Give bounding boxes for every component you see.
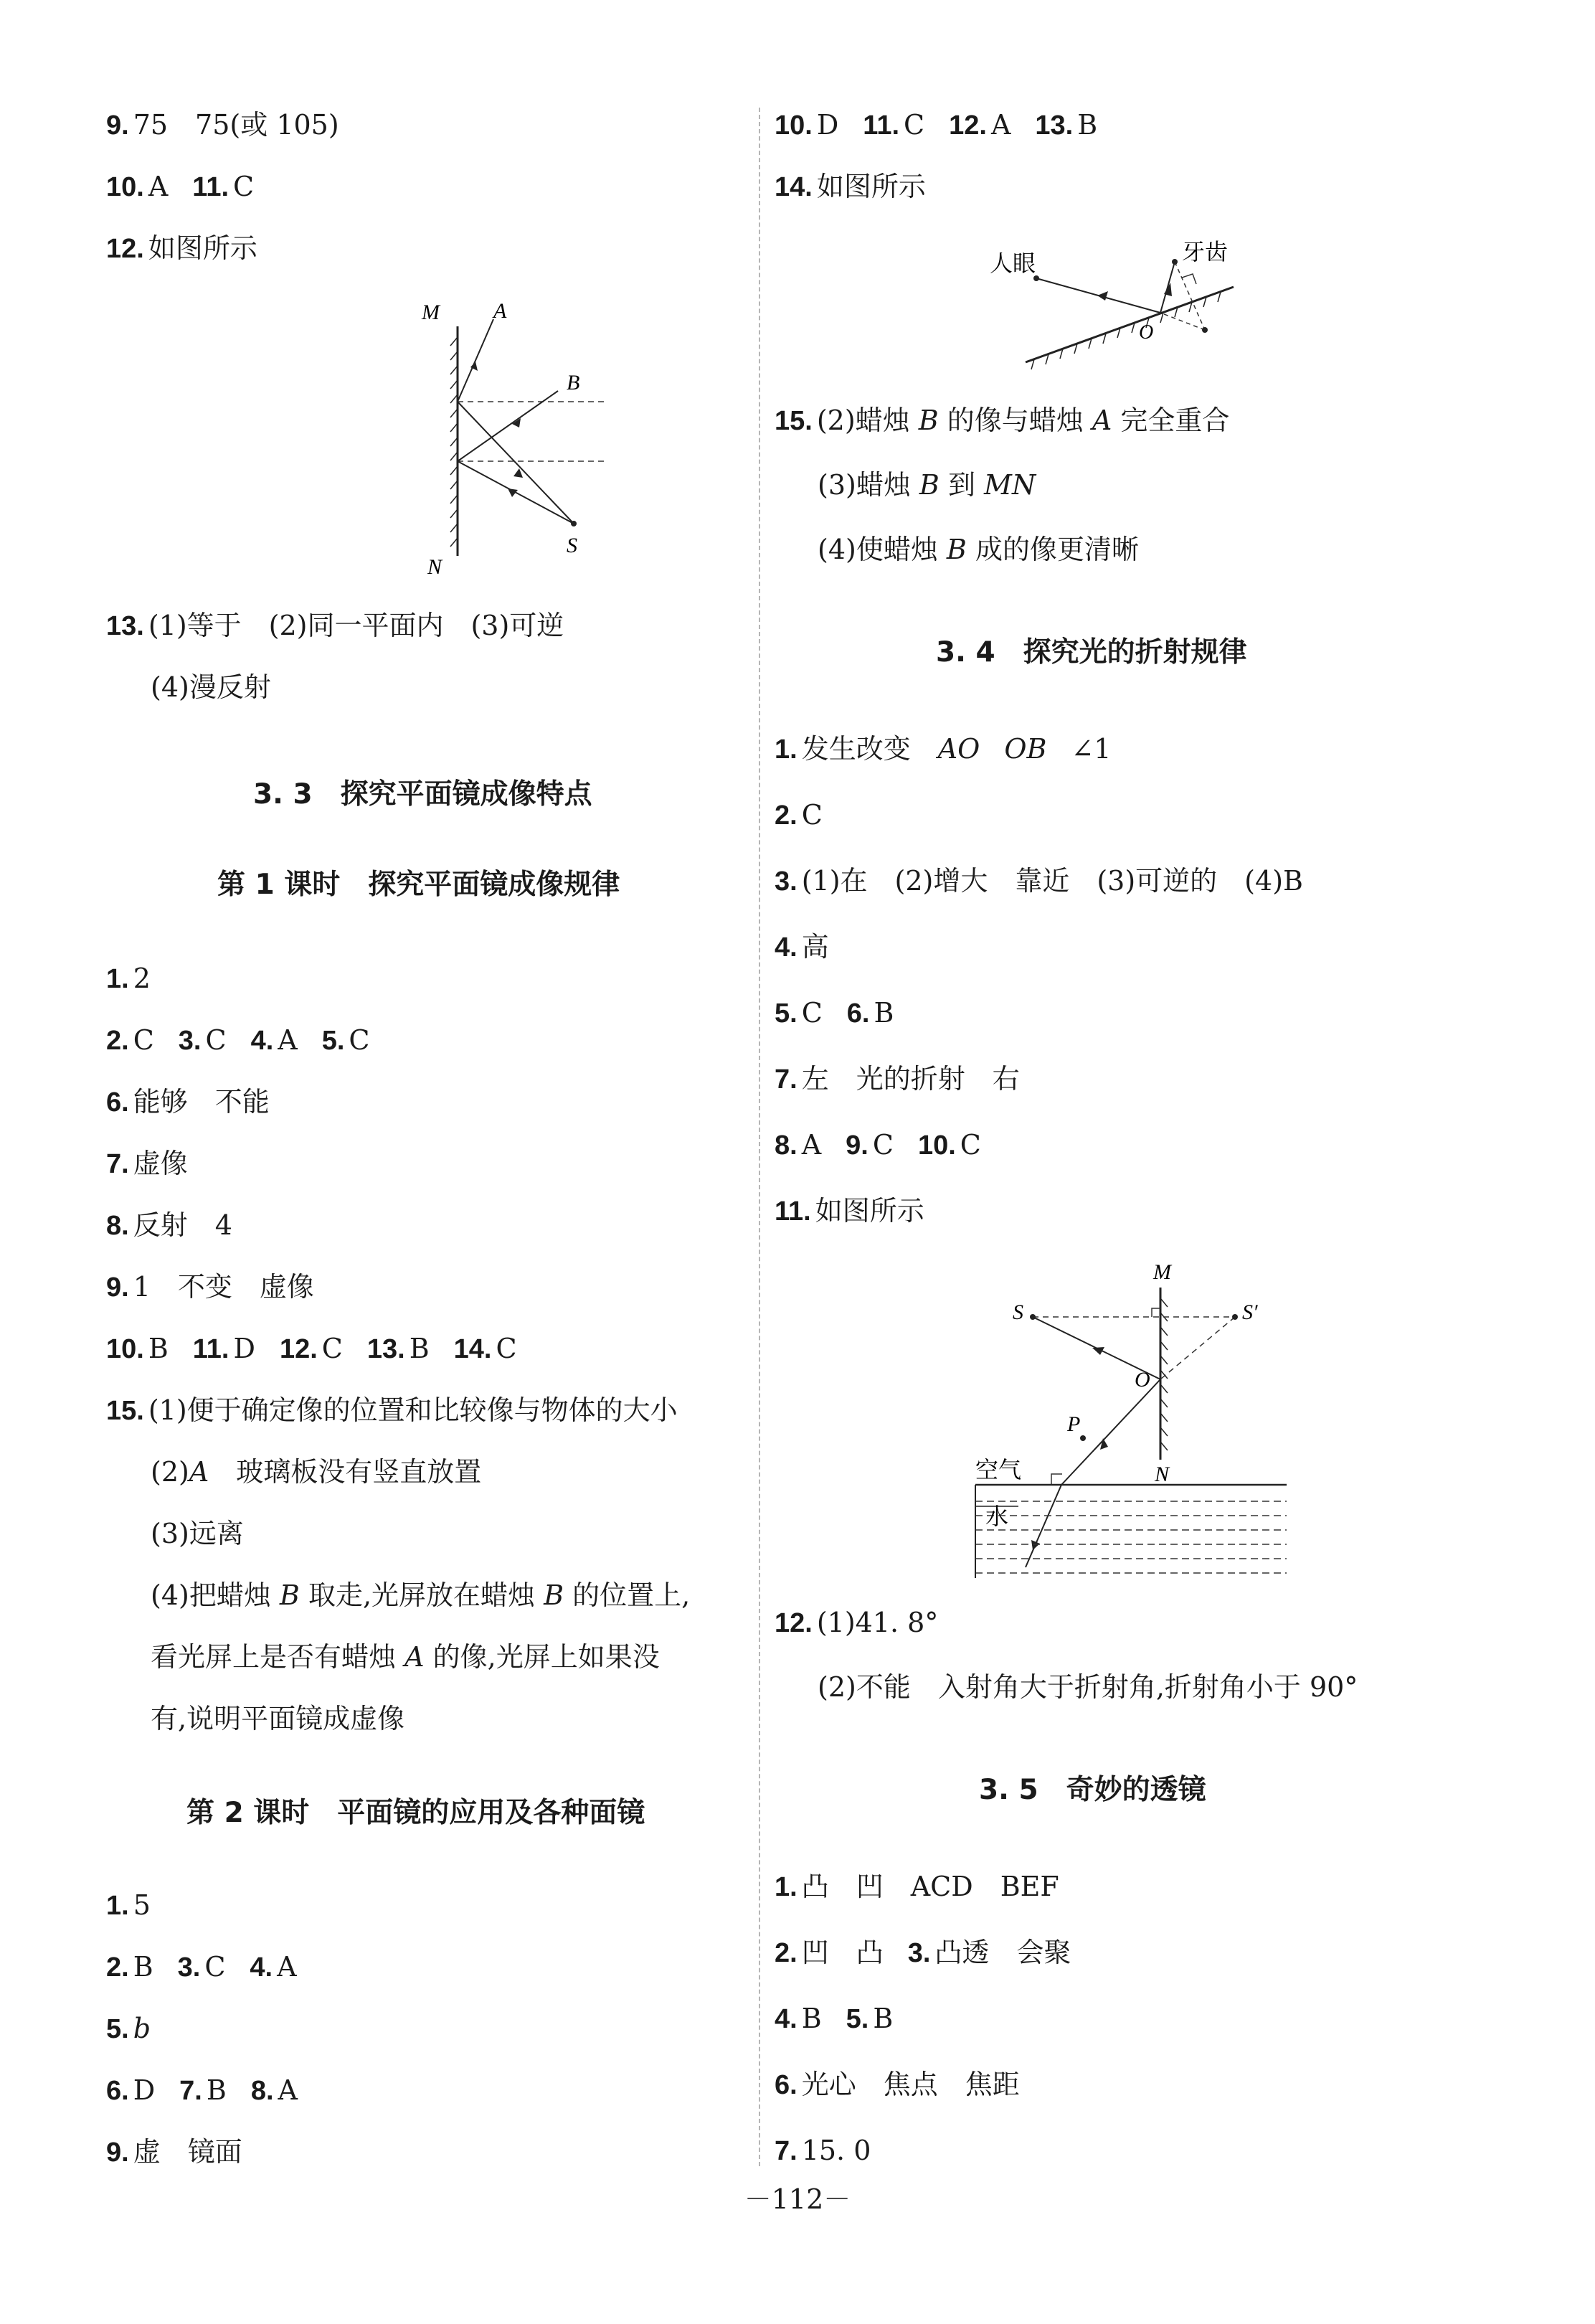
answer-line: (3)蜡烛 B 到 MN <box>818 469 1036 501</box>
page-number: －112－ <box>744 2183 851 2215</box>
label-M: M <box>422 301 440 324</box>
label-A: A <box>493 299 507 323</box>
answer-line: 7. 虚像 <box>106 1148 188 1179</box>
answer-line: 9. 虚 镜面 <box>106 2136 242 2168</box>
answer-line: 有,说明平面镜成虚像 <box>151 1703 405 1734</box>
answer-line: 15. (1)便于确定像的位置和比较像与物体的大小 <box>106 1394 678 1426</box>
answer-line: (3)远离 <box>151 1518 244 1549</box>
answer-line: 6. D 7. B 8. A <box>106 2074 298 2106</box>
label-tooth: 牙齿 <box>1182 239 1229 265</box>
answer-line: 10. D 11. C 12. A 13. B <box>775 109 1098 141</box>
answer-line: 11. 如图所示 <box>775 1195 924 1227</box>
label-P: P <box>1067 1412 1081 1436</box>
answer-line: 8. 反射 4 <box>106 1209 232 1241</box>
answer-line: 4. B 5. B <box>775 2003 894 2034</box>
answer-line: 看光屏上是否有蜡烛 A 的像,光屏上如果没 <box>151 1641 660 1673</box>
answer-line: (2)不能 入射角大于折射角,折射角小于 90° <box>818 1671 1358 1703</box>
answer-line: 13. (1)等于 (2)同一平面内 (3)可逆 <box>106 610 564 641</box>
answer-line: 7. 左 光的折射 右 <box>775 1063 1020 1095</box>
answer-line: 14. 如图所示 <box>775 171 926 202</box>
answer-line: (4)漫反射 <box>151 671 271 703</box>
label-water: 水 <box>985 1503 1009 1529</box>
answer-line: 2. 凹 凸 3. 凸透 会聚 <box>775 1937 1071 1968</box>
answer-line: 3. (1)在 (2)增大 靠近 (3)可逆的 (4)B <box>775 865 1303 897</box>
section-heading-3-5: 3. 5 奇妙的透镜 <box>979 1774 1206 1806</box>
tooth-mirror-figure <box>990 230 1291 373</box>
answer-line: 6. 光心 焦点 焦距 <box>775 2069 1020 2100</box>
label-eye: 人眼 <box>990 250 1036 276</box>
answer-line: 2. B 3. C 4. A <box>106 1951 297 1983</box>
answer-line: 2. C <box>775 799 823 831</box>
answer-line: (2)A 玻璃板没有竖直放置 <box>151 1456 482 1488</box>
label-O: O <box>1139 321 1154 344</box>
answer-line: 6. 能够 不能 <box>106 1086 270 1118</box>
section-heading-3-3: 3. 3 探究平面镜成像特点 <box>253 778 592 811</box>
column-divider <box>759 108 760 2166</box>
label-N: N <box>427 555 442 577</box>
answer-line: (4)把蜡烛 B 取走,光屏放在蜡烛 B 的位置上, <box>151 1579 691 1611</box>
section-heading-3-4: 3. 4 探究光的折射规律 <box>936 636 1247 669</box>
answer-line: 5. b <box>106 2013 151 2044</box>
answer-line: 5. C 6. B <box>775 997 894 1029</box>
answer-line: 7. 15. 0 <box>775 2135 871 2166</box>
answer-line: 12. 如图所示 <box>106 232 257 264</box>
label-M: M <box>1153 1260 1171 1284</box>
label-S: S <box>567 534 577 557</box>
answer-line: 9. 75 75(或 105) <box>106 109 339 141</box>
label-B: B <box>567 371 580 395</box>
label-S-prime: S′ <box>1242 1300 1258 1324</box>
lesson-heading-1: 第 1 课时 探究平面镜成像规律 <box>217 869 620 901</box>
label-O: O <box>1135 1368 1150 1392</box>
answer-line: 15. (2)蜡烛 B 的像与蜡烛 A 完全重合 <box>775 405 1230 436</box>
answer-line: 1. 发生改变 AO OB ∠1 <box>775 733 1112 765</box>
mirror-reflection-figure <box>379 298 623 577</box>
answer-line: 9. 1 不变 虚像 <box>106 1271 314 1303</box>
answer-line: 1. 5 <box>106 1889 151 1921</box>
answer-line: 12. (1)41. 8° <box>775 1607 939 1638</box>
lesson-heading-2: 第 2 课时 平面镜的应用及各种面镜 <box>186 1797 645 1829</box>
answer-line: 2. C 3. C 4. A 5. C <box>106 1024 370 1056</box>
answer-line: 8. A 9. C 10. C <box>775 1129 981 1161</box>
answer-line: (4)使蜡烛 B 成的像更清晰 <box>818 534 1139 565</box>
answer-line: 1. 2 <box>106 963 151 994</box>
answer-line: 10. B 11. D 12. C 13. B 14. C <box>106 1333 517 1364</box>
label-air: 空气 <box>975 1457 1022 1483</box>
refraction-figure <box>947 1259 1291 1582</box>
label-N: N <box>1155 1463 1170 1486</box>
answer-line: 10. A 11. C <box>106 171 255 202</box>
label-S: S <box>1013 1300 1023 1324</box>
answer-line: 4. 高 <box>775 931 829 963</box>
answer-line: 1. 凸 凹 ACD BEF <box>775 1871 1059 1902</box>
